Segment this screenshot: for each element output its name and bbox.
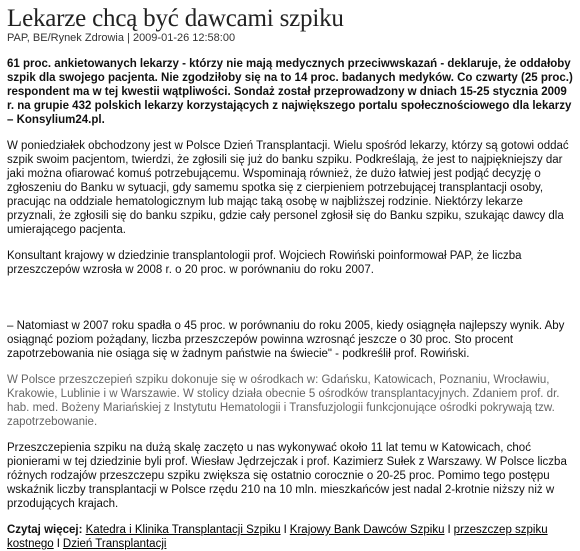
related-link-dzien[interactable]: Dzień Transplantacji xyxy=(62,538,167,550)
related-link-przeszczep[interactable]: przeszczep szpiku kostnego xyxy=(7,524,548,550)
article-title: Lekarze chcą być dawcami szpiku xyxy=(7,5,344,32)
paragraph-1: W poniedziałek obchodzony jest w Polsce Dzień Transplantacji. Wielu spośród lekarzy, którzy są gotowi oddać szpik swoim pacjentom, twierdzi, że zgłosili się już do banku szpiku. Podkreślają, że jest to najpiękniejszy dar jaki można ofiarować komuś potrzebującemu. Wspominają również, że dużo łatwiej jest podjąć decyzję o zgłoszeniu do Banku w sytuacji, gdy samemu spotka się z cierpieniem potrzebującej transplantacji osoby, pracując na oddziale hematologicznym lub mając taką osobę w najbliższej rodzinie. Niektórzy lekarze przyznali, że zgłosili się do banku szpiku, gdzie cały personel zgłosił się do Banku szpiku, szukając dawcy dla umierającego pacjenta. xyxy=(7,140,569,236)
article-meta: PAP, BE/Rynek Zdrowia | 2009-01-26 12:58:00 xyxy=(7,32,236,44)
paragraph-5: Przeszczepienia szpiku na dużą skalę zaczęto u nas wykonywać około 11 lat temu w Katowicach, choć pionierami w tej dziedzinie byli prof. Wiesław Jędrzejczak i prof. Kazimierz Sułek z Warszawy. W Polsce liczba różnych rodzajów przeszczepu szpiku zwiększa się ostatnio corocznie o 20-25 proc. Pomimo tego postępu wskaźnik liczby transplantacji w Polsce rzędu 210 na 10 mln. mieszkańców jest nadal 2-krotnie niższy niż w przodujących krajach. xyxy=(7,442,567,510)
related-separator: I xyxy=(56,538,60,550)
related-links xyxy=(7,523,574,551)
related-label: Czytaj więcej: xyxy=(7,524,83,536)
paragraph-gap xyxy=(7,289,574,319)
related-link-bank[interactable]: Krajowy Bank Dawców Szpiku xyxy=(289,524,445,536)
article-lead: 61 proc. ankietowanych lekarzy - którzy nie mają medycznych przeciwwskazań - deklaruje, że oddałoby szpik dla swojego pacjenta. Nie zgodziłoby się na to 14 proc. badanych medyków. Co czwarty (25 proc.) respondent ma w tej kwestii wątpliwości. Sondaż został przeprowadzony w dniach 15-25 stycznia 2009 r. na grupie 432 polskich lekarzy korzystających z największego portalu społecznościowego dla lekarzy – Konsylium24.pl. xyxy=(7,58,573,126)
related-separator: I xyxy=(447,524,451,536)
paragraph-2: Konsultant krajowy w dziedzinie transplantologii prof. Wojciech Rowiński poinformował PAP, że liczba przeszczepów wzrosła w 2008 r. o 20 proc. w porównaniu do roku 2007. xyxy=(7,250,522,276)
article xyxy=(0,5,580,550)
related-link-katedra[interactable]: Katedra i Klinika Transplantacji Szpiku xyxy=(85,524,281,536)
paragraph-4: W Polsce przeszczepień szpiku dokonuje się w ośrodkach w: Gdańsku, Katowicach, Poznaniu, Wrocławiu, Krakowie, Lublinie i w Warszawie. W stolicy działa obecnie 5 ośrodków transplantacyjnych. Zdaniem prof. dr. hab. med. Bożeny Mariańskiej z Instytutu Hematologii i Transfuzjologii funkcjonujące ośrodki pokrywają tzw. zapotrzebowanie. xyxy=(7,374,560,428)
paragraph-3: – Natomiast w 2007 roku spadła o 45 proc. w porównaniu do roku 2005, kiedy osiągnęła najlepszy wynik. Aby osiągnąć poziom pożądany, liczba przeszczepów powinna wzrosnąć jeszcze o 30 proc. Sto procent zapotrzebowania nie osiąga się w żadnym państwie na świecie" - podkreślił prof. Rowiński. xyxy=(7,320,565,360)
related-separator: I xyxy=(283,524,287,536)
